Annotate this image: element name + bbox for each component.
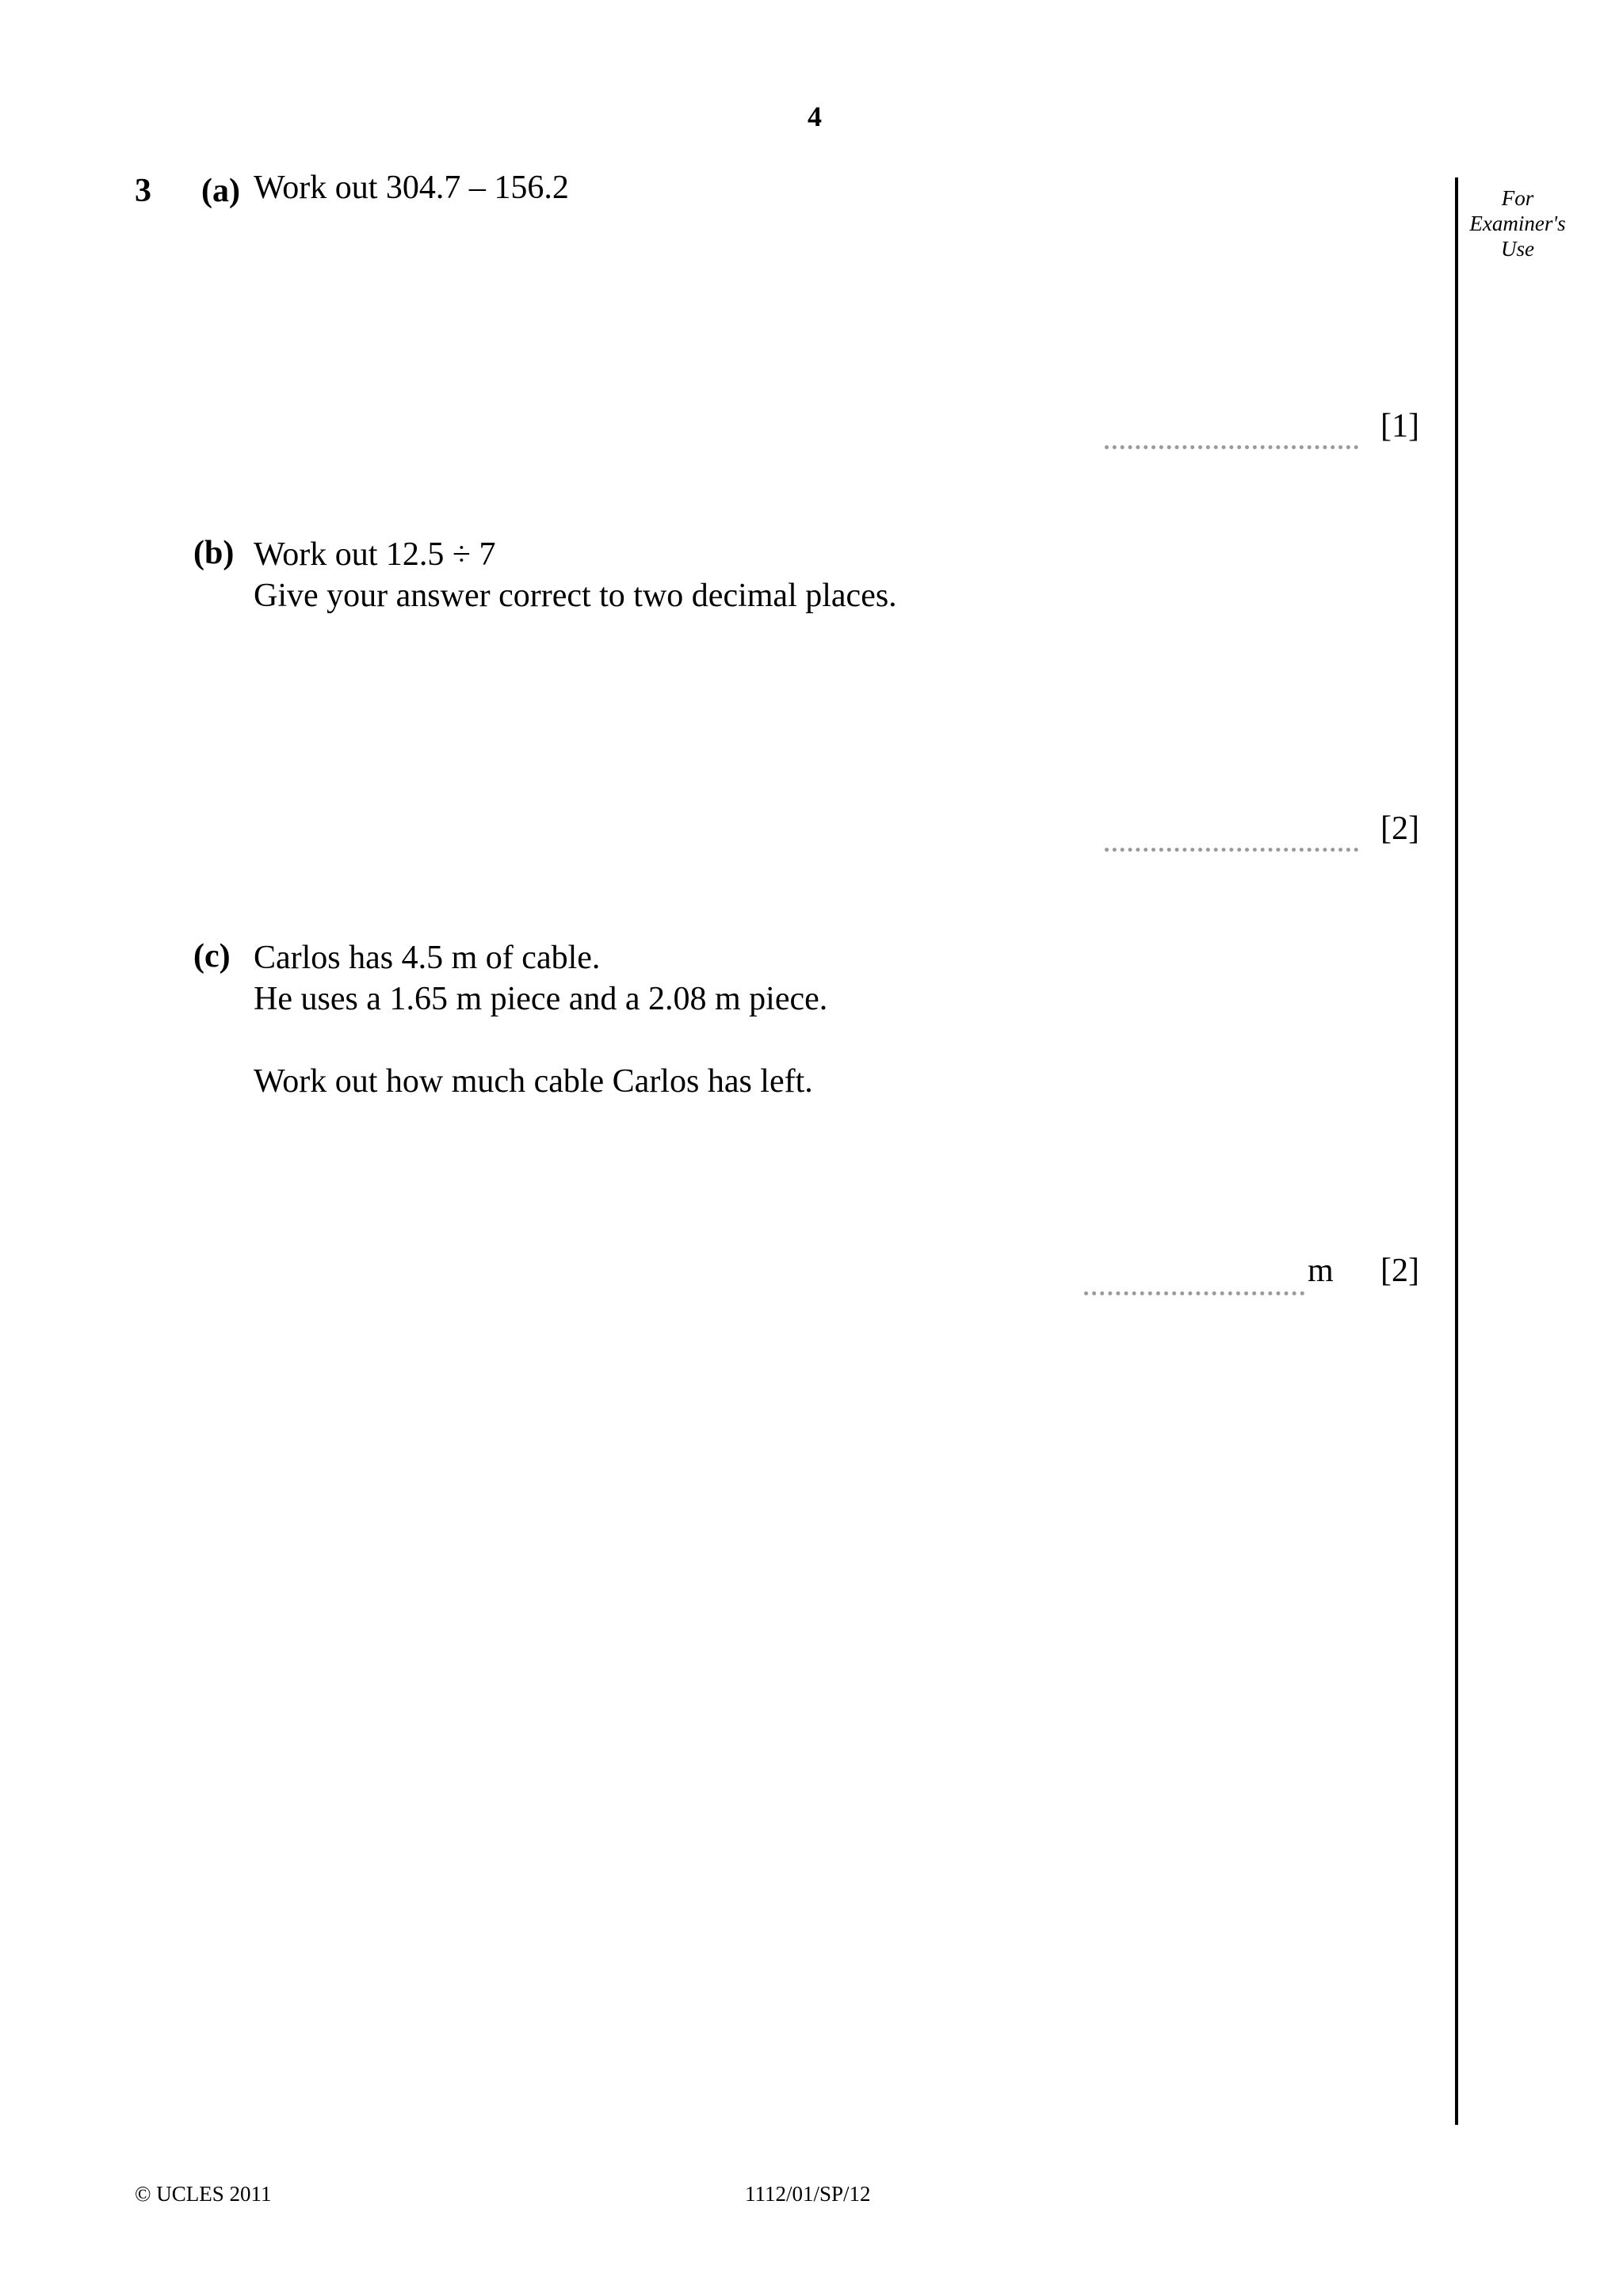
part-c-answer-line[interactable]: [1084, 1291, 1304, 1295]
part-c-text-line-2: He uses a 1.65 m piece and a 2.08 m piece.: [254, 981, 828, 1017]
part-a-marks: [1]: [1381, 408, 1419, 444]
part-c-label: (c): [193, 938, 231, 974]
part-a-answer-line[interactable]: [1105, 445, 1358, 449]
part-a-label: (a): [201, 173, 240, 209]
question-number: 3: [135, 173, 151, 209]
part-a-text-line-1: Work out 304.7 – 156.2: [254, 170, 569, 206]
part-c-unit: m: [1308, 1253, 1334, 1289]
examiner-use-label: [1458, 185, 1577, 261]
examiner-label-line-3: Use: [1501, 237, 1534, 261]
part-b-text-line-2: Give your answer correct to two decimal places.: [254, 578, 897, 614]
examiner-margin-rule: [1455, 177, 1458, 2125]
part-b-label: (b): [193, 535, 235, 571]
part-c-text-line-1: Carlos has 4.5 m of cable.: [254, 940, 601, 976]
part-b-text-line-1: Work out 12.5 ÷ 7: [254, 536, 496, 573]
part-c-marks: [2]: [1381, 1253, 1419, 1289]
part-c-text-line-3: Work out how much cable Carlos has left.: [254, 1063, 813, 1100]
examiner-label-line-2: Examiner's: [1469, 212, 1566, 235]
examiner-label-line-1: For: [1501, 186, 1534, 210]
footer-copyright: © UCLES 2011: [135, 2182, 272, 2206]
footer-paper-code: 1112/01/SP/12: [745, 2182, 871, 2206]
page-number: 4: [808, 101, 822, 132]
part-b-marks: [2]: [1381, 810, 1419, 847]
part-b-answer-line[interactable]: [1105, 848, 1358, 852]
